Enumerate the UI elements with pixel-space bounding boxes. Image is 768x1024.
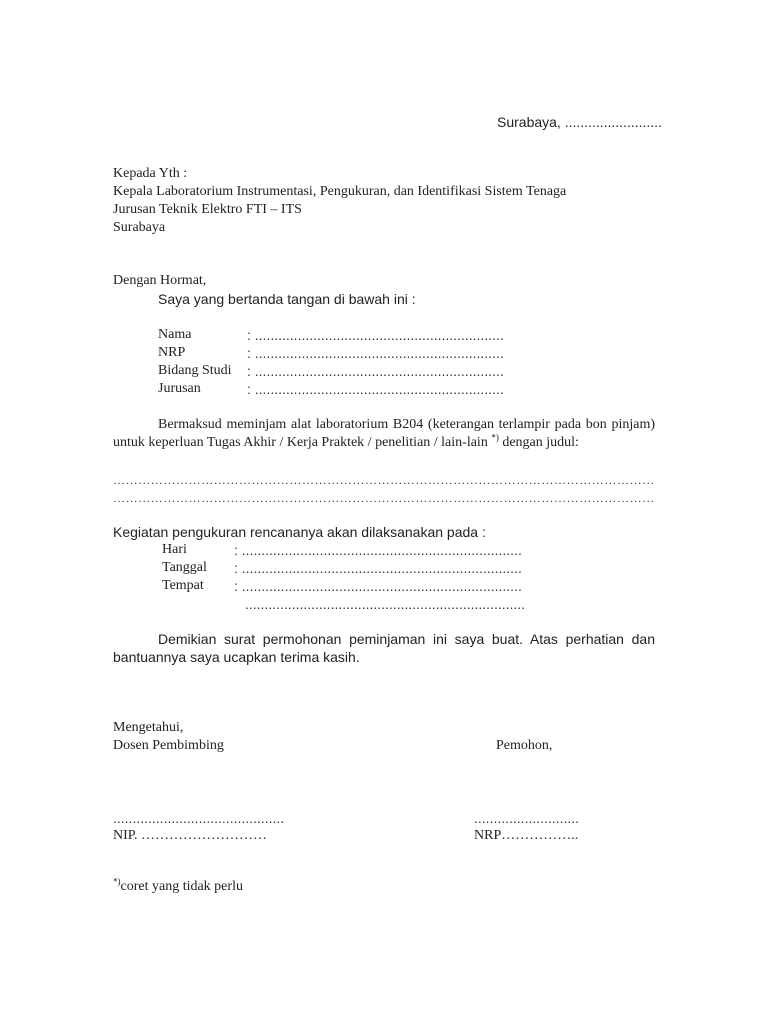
purpose-text-end: dengan judul: xyxy=(502,435,579,450)
purpose-text: Bermaksud meminjam alat laboratorium B204 (keterangan terlampir pada bon pinjam) untuk keperluan Tugas Akhir / Kerja Praktek / penelitian / lain-lain xyxy=(113,417,655,450)
field-label-nama: Nama xyxy=(158,327,192,342)
title-line-1: ………………………………………………………………………………………………………………… xyxy=(113,473,655,487)
footnote-text: coret yang tidak perlu xyxy=(120,879,243,894)
supervisor-title: Dosen Pembimbing xyxy=(113,738,224,753)
field-label-hari: Hari xyxy=(162,542,187,557)
field-label-tanggal: Tanggal xyxy=(162,560,207,575)
field-label-bidang-studi: Bidang Studi xyxy=(158,363,232,378)
recipient-salutation: Kepada Yth : xyxy=(113,166,188,181)
field-label-jurusan: Jurusan xyxy=(158,381,201,396)
applicant-signature-line: ........................... xyxy=(474,810,580,826)
supervisor-nip: NIP. ……………………… xyxy=(113,828,268,843)
recipient-title: Kepala Laboratorium Instrumentasi, Pengukuran, dan Identifikasi Sistem Tenaga xyxy=(113,184,567,199)
field-value-nama: : ................................................................ xyxy=(247,327,504,343)
field-label-nrp: NRP xyxy=(158,345,186,360)
closing-text: Demikian surat permohonan peminjaman ini saya buat. Atas perhatian dan bantuannya saya ucapkan terima kasih. xyxy=(113,631,655,665)
recipient-department: Jurusan Teknik Elektro FTI – ITS xyxy=(113,202,302,217)
intro-line: Saya yang bertanda tangan di bawah ini : xyxy=(158,291,416,307)
acknowledged-label: Mengetahui, xyxy=(113,720,184,735)
field-value-tanggal: : ........................................................................ xyxy=(234,560,522,576)
closing-paragraph xyxy=(113,630,655,666)
place-date: Surabaya, ......................... xyxy=(497,114,662,130)
footnote-marker: *) xyxy=(491,432,499,443)
field-value-hari: : ........................................................................ xyxy=(234,542,522,558)
field-label-tempat: Tempat xyxy=(162,578,204,593)
field-value-extra: ........................................................................ xyxy=(245,596,526,612)
footnote xyxy=(113,878,243,896)
schedule-intro: Kegiatan pengukuran rencananya akan dilaksanakan pada : xyxy=(113,524,486,540)
field-value-bidang-studi: : ................................................................ xyxy=(247,363,504,379)
recipient-city: Surabaya xyxy=(113,220,166,235)
field-value-tempat: : ........................................................................ xyxy=(234,578,522,594)
purpose-paragraph xyxy=(113,416,655,452)
applicant-nrp: NRP…………….. xyxy=(474,828,579,843)
greeting: Dengan Hormat, xyxy=(113,273,207,288)
applicant-title: Pemohon, xyxy=(496,738,553,753)
supervisor-signature-line: ............................................ xyxy=(113,810,285,826)
field-value-jurusan: : ................................................................ xyxy=(247,381,504,397)
field-value-nrp: : ................................................................ xyxy=(247,345,504,361)
footnote-mark: *) xyxy=(113,876,121,887)
title-line-2: ………………………………………………………………………………………………………………… xyxy=(113,491,655,505)
